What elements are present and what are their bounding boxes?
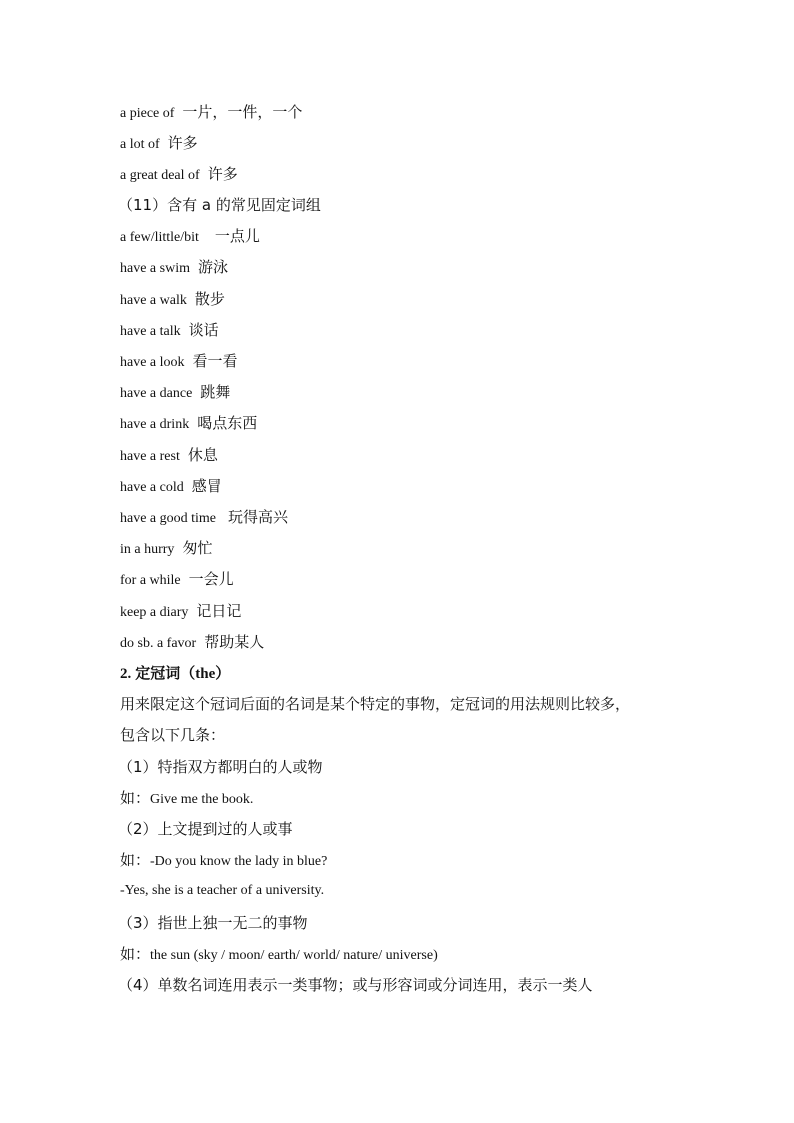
phrase-line [120,163,238,187]
phrase-chinese: 记日记 [196,602,242,620]
phrase-chinese: 玩得高兴 [228,508,289,526]
phrase-english: keep a diary [120,605,189,620]
phrase-english: have a talk [120,324,181,339]
phrase-chinese: 感冒 [191,477,222,495]
example-line: -Yes, she is a teacher of a university. [120,883,325,898]
phrase-line [120,444,218,468]
example-line [120,943,438,967]
phrase-line [120,537,212,561]
phrase-chinese: 匆忙 [182,539,213,557]
phrase-chinese: 一会儿 [188,570,234,588]
phrase-english: have a good time [120,511,217,526]
phrase-english: in a hurry [120,542,175,557]
phrase-chinese: 跳舞 [200,383,231,401]
intro-line: 包含以下几条： [120,726,226,744]
phrase-chinese: 游泳 [197,258,228,276]
rule-heading: （2）上文提到过的人或事 [118,820,293,838]
section-title-close: ） [215,664,231,682]
rule-heading: （1）特指双方都明白的人或物 [118,758,323,776]
phrase-line [120,506,288,530]
example-line [120,787,253,811]
phrase-chinese: 散步 [194,290,225,308]
phrase-chinese: 许多 [167,134,198,152]
phrase-line [120,350,238,374]
phrase-english: have a drink [120,417,190,432]
phrase-english: a few/little/bit [120,230,199,245]
phrase-line [120,132,198,156]
rule-heading: （3）指世上独一无二的事物 [118,914,308,932]
section-heading [120,662,230,685]
phrase-chinese: 许多 [207,165,238,183]
phrase-chinese: 一片，一件，一个 [182,103,303,121]
phrase-chinese: 休息 [187,446,218,464]
phrase-chinese: 一点儿 [214,227,260,245]
example-text: -Do you know the lady in blue? [150,854,328,869]
phrase-line [120,412,257,436]
phrase-english: do sb. a favor [120,636,197,651]
example-text: Give me the book. [150,792,254,807]
subheading-fixed-phrases: （11）含有 a 的常见固定词组 [118,196,321,214]
section-title-english: the [195,666,216,682]
phrase-chinese: 帮助某人 [204,633,265,651]
phrase-line [120,568,234,592]
phrase-english: a piece of [120,106,175,121]
phrase-english: have a rest [120,449,180,464]
example-prefix: 如： [120,851,151,869]
phrase-line [120,288,225,312]
phrase-english: for a while [120,573,181,588]
phrase-english: have a cold [120,480,184,495]
phrase-line [120,475,222,499]
example-prefix: 如： [120,945,151,963]
phrase-english: a lot of [120,137,160,152]
phrase-line [120,256,228,280]
example-prefix: 如： [120,789,151,807]
intro-line: 用来限定这个冠词后面的名词是某个特定的事物，定冠词的用法规则比较多， [120,695,631,713]
phrase-english: have a dance [120,386,193,401]
example-line [120,849,327,873]
phrase-chinese: 看一看 [192,352,238,370]
section-number: 2. [120,666,132,682]
phrase-english: have a look [120,355,185,370]
example-text: the sun (sky / moon/ earth/ world/ nature/ universe) [150,948,438,963]
phrase-line [120,381,230,405]
section-title-chinese: 定冠词（ [135,664,196,682]
phrase-line [120,319,219,343]
phrase-chinese: 谈话 [188,321,219,339]
phrase-line [120,600,241,624]
phrase-line [120,101,302,125]
phrase-line [120,631,264,655]
phrase-english: a great deal of [120,168,200,183]
phrase-english: have a swim [120,261,190,276]
rule-heading: （4）单数名词连用表示一类事物；或与形容词或分词连用，表示一类人 [118,976,593,994]
phrase-english: have a walk [120,293,187,308]
phrase-chinese: 喝点东西 [197,414,258,432]
phrase-line [120,225,260,249]
